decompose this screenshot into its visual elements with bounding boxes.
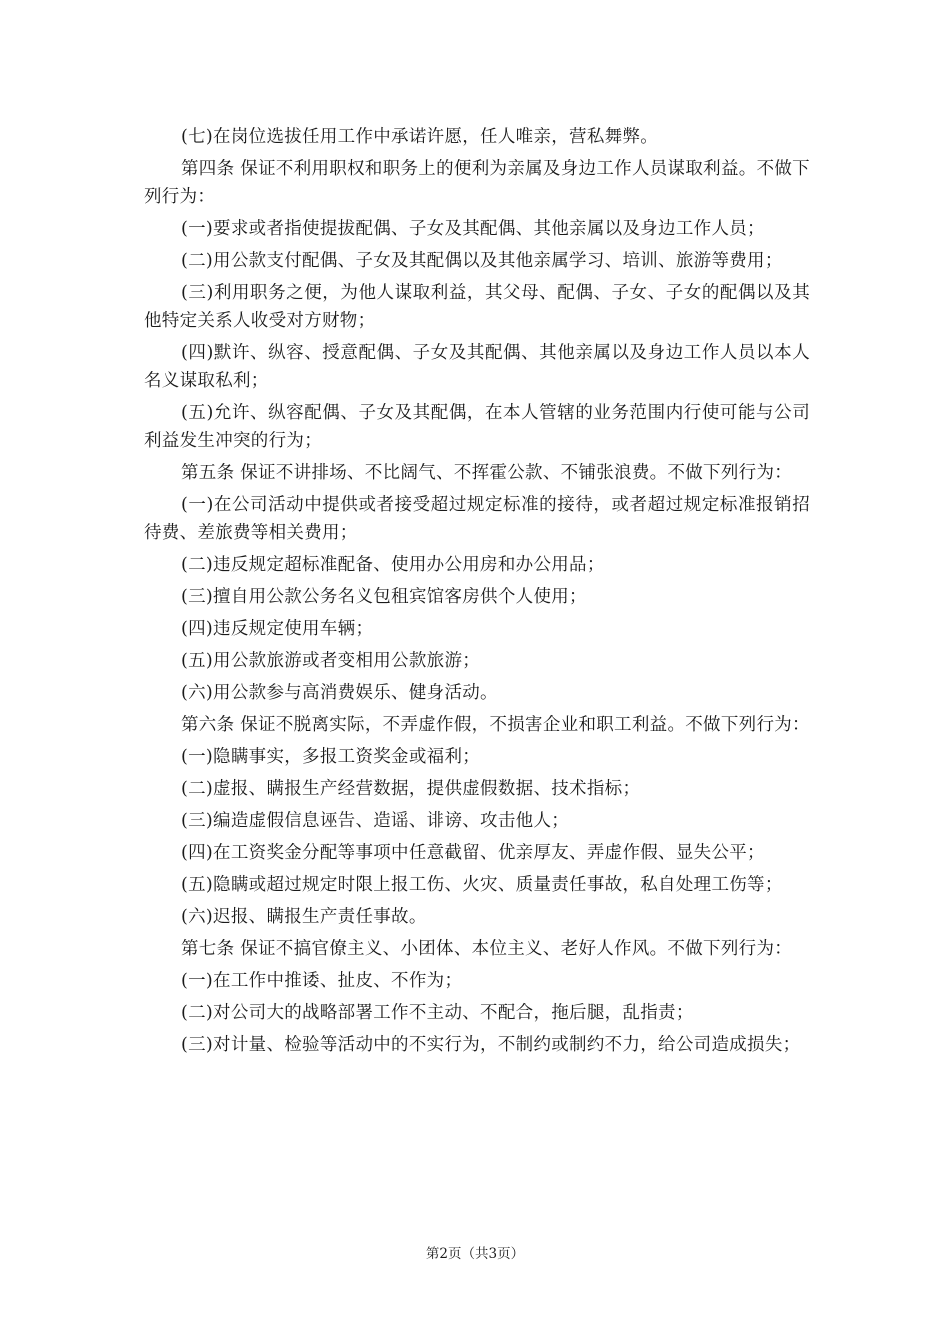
paragraph: (五)用公款旅游或者变相用公款旅游； bbox=[181, 651, 481, 671]
paragraph: (四)在工资奖金分配等事项中任意截留、优亲厚友、弄虚作假、显失公平； bbox=[181, 843, 765, 863]
paragraph: (三)编造虚假信息诬告、造谣、诽谤、攻击他人； bbox=[181, 811, 570, 831]
paragraph: (三)利用职务之便，为他人谋取利益，其父母、配偶、子女、子女的配偶以及其他特定关系人收受对方财物； bbox=[144, 283, 810, 331]
paragraph: 第七条 保证不搞官僚主义、小团体、本位主义、老好人作风。不做下列行为： bbox=[181, 939, 793, 959]
paragraph: (二)用公款支付配偶、子女及其配偶以及其他亲属学习、培训、旅游等费用； bbox=[181, 251, 783, 271]
paragraph: (六)迟报、瞒报生产责任事故。 bbox=[181, 907, 427, 927]
paragraph: (二)虚报、瞒报生产经营数据，提供虚假数据、技术指标； bbox=[181, 779, 641, 799]
paragraph: (五)隐瞒或超过规定时限上报工伤、火灾、质量责任事故，私自处理工伤等； bbox=[181, 875, 783, 895]
paragraph: (五)允许、纵容配偶、子女及其配偶，在本人管辖的业务范围内行使可能与公司利益发生冲突的行为； bbox=[144, 403, 810, 451]
document-body bbox=[144, 123, 810, 1063]
paragraph: (一)要求或者指使提拔配偶、子女及其配偶、其他亲属以及身边工作人员； bbox=[181, 219, 765, 239]
page-footer bbox=[0, 1244, 950, 1264]
paragraph: 第四条 保证不利用职权和职务上的便利为亲属及身边工作人员谋取利益。不做下列行为： bbox=[144, 159, 810, 207]
paragraph: (一)隐瞒事实，多报工资奖金或福利； bbox=[181, 747, 481, 767]
paragraph: (四)默许、纵容、授意配偶、子女及其配偶、其他亲属以及身边工作人员以本人名义谋取私利； bbox=[144, 343, 810, 391]
paragraph: 第五条 保证不讲排场、不比阔气、不挥霍公款、不铺张浪费。不做下列行为： bbox=[181, 463, 793, 483]
paragraph: (七)在岗位选拔任用工作中承诺许愿，任人唯亲，营私舞弊。 bbox=[181, 127, 659, 147]
paragraph: (一)在公司活动中提供或者接受超过规定标准的接待，或者超过规定标准报销招待费、差旅费等相关费用； bbox=[144, 495, 810, 543]
paragraph: (四)违反规定使用车辆； bbox=[181, 619, 374, 639]
page-number-label: 第2页（共3页） bbox=[425, 1246, 525, 1262]
paragraph: 第六条 保证不脱离实际，不弄虚作假，不损害企业和职工利益。不做下列行为： bbox=[181, 715, 810, 735]
paragraph: (三)对计量、检验等活动中的不实行为，不制约或制约不力，给公司造成损失； bbox=[181, 1035, 801, 1055]
paragraph: (二)违反规定超标准配备、使用办公用房和办公用品； bbox=[181, 555, 605, 575]
paragraph: (六)用公款参与高消费娱乐、健身活动。 bbox=[181, 683, 498, 703]
paragraph: (二)对公司大的战略部署工作不主动、不配合，拖后腿，乱指责； bbox=[181, 1003, 694, 1023]
paragraph: (一)在工作中推诿、扯皮、不作为； bbox=[181, 971, 463, 991]
paragraph: (三)擅自用公款公务名义包租宾馆客房供个人使用； bbox=[181, 587, 587, 607]
